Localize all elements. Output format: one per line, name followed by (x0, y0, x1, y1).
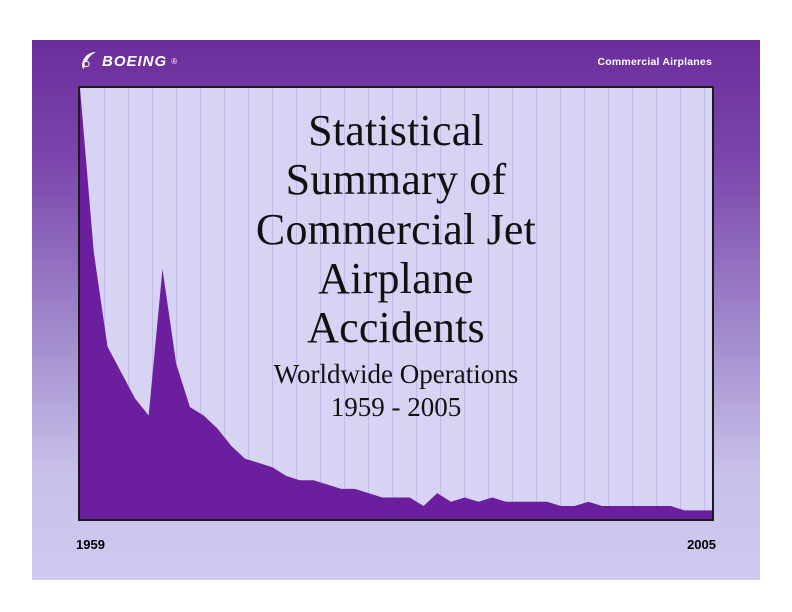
trademark-mark: ® (171, 56, 178, 66)
title-line-4: Airplane (318, 253, 474, 303)
title-line-3: Commercial Jet (255, 204, 537, 254)
title-line-1: Statistical (308, 106, 484, 155)
axis-start-year: 1959 (76, 537, 105, 552)
slide-header (32, 40, 760, 84)
chart-area (78, 86, 714, 521)
subtitle-scope: Worldwide Operations (273, 359, 519, 390)
slide (32, 40, 760, 580)
subtitle-years: 1959 - 2005 (330, 391, 462, 422)
title-block (80, 106, 712, 423)
boeing-logo (80, 50, 210, 72)
boeing-symbol-icon (80, 51, 98, 71)
title-line-5: Accidents (307, 303, 485, 353)
axis-end-year: 2005 (687, 537, 716, 552)
boeing-wordmark: BOEING (102, 52, 168, 70)
business-unit-label: Commercial Airplanes (597, 56, 712, 68)
title-line-2: Summary of (285, 155, 507, 205)
